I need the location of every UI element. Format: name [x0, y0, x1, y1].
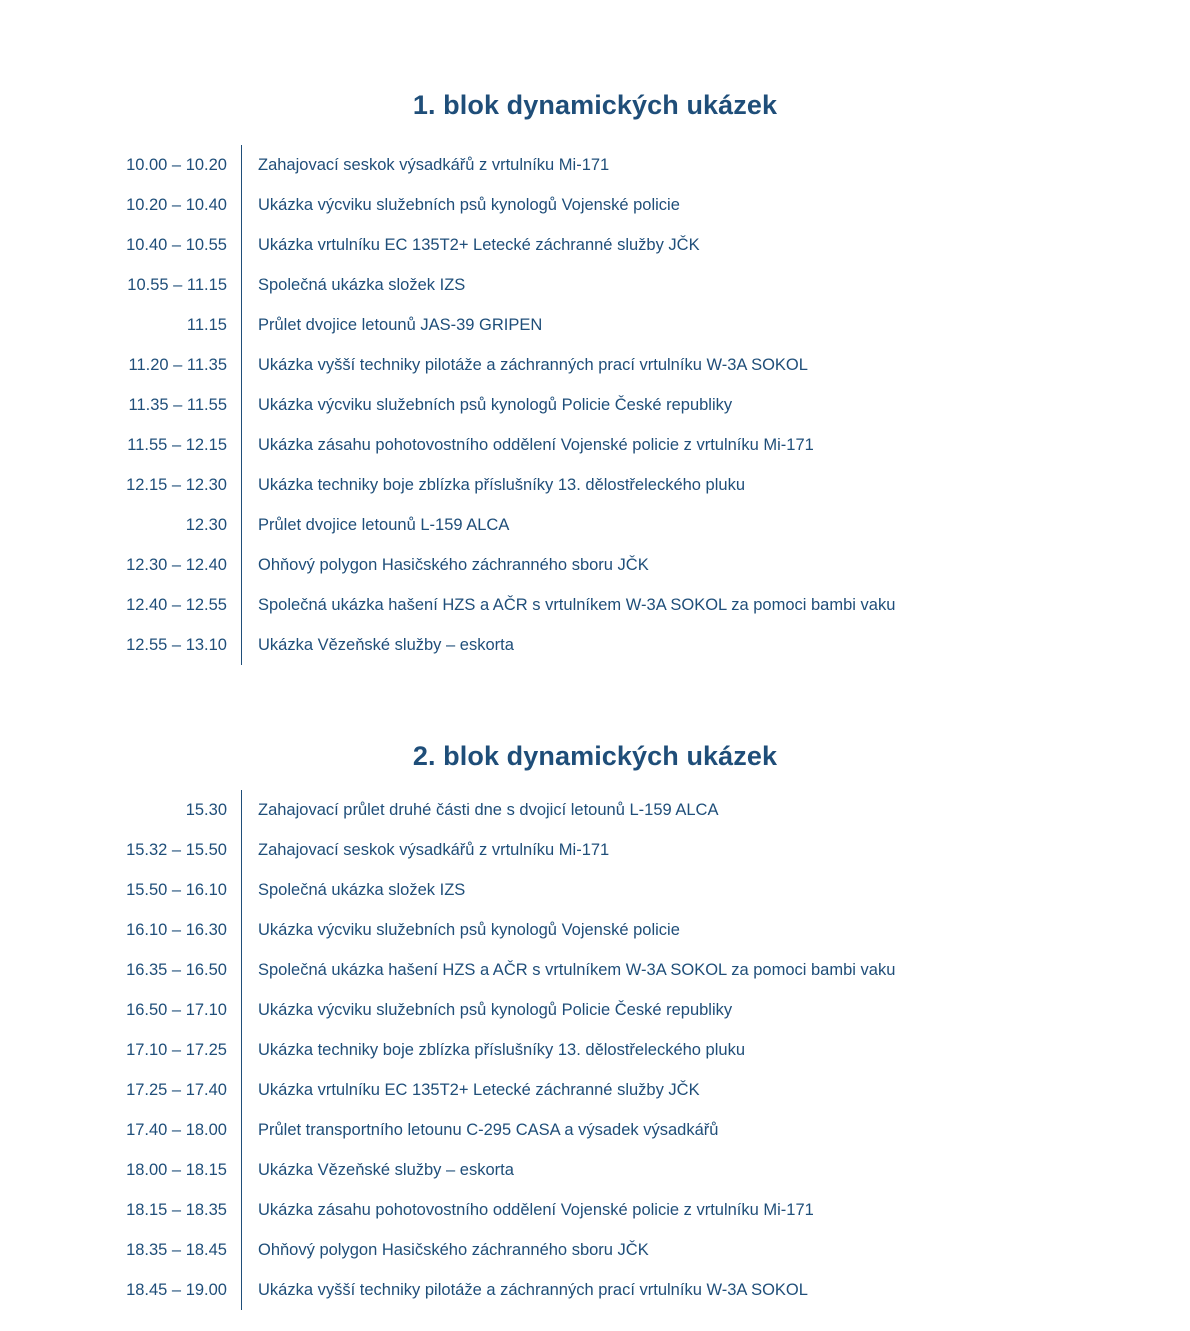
schedule-description: Ukázka zásahu pohotovostního oddělení Vojenské policie z vrtulníku Mi-171 — [258, 435, 814, 454]
schedule-description: Ukázka vyšší techniky pilotáže a záchranných prací vrtulníku W-3A SOKOL — [258, 355, 808, 374]
schedule-row — [75, 830, 1115, 870]
schedule-time: 16.10 – 16.30 — [75, 910, 242, 950]
schedule-row — [75, 1110, 1115, 1150]
schedule-time: 10.20 – 10.40 — [75, 185, 242, 225]
schedule-time: 12.30 — [75, 505, 242, 545]
schedule-time: 17.25 – 17.40 — [75, 1070, 242, 1110]
schedule-table-2-body — [75, 790, 1115, 1310]
schedule-row — [75, 910, 1115, 950]
schedule-block-2 — [0, 683, 1190, 1310]
schedule-row — [75, 1030, 1115, 1070]
schedule-time: 11.35 – 11.55 — [75, 385, 242, 425]
schedule-description: Průlet transportního letounu C-295 CASA a výsadek výsadkářů — [258, 1120, 719, 1139]
schedule-description: Společná ukázka složek IZS — [258, 275, 466, 294]
schedule-row — [75, 425, 1115, 465]
schedule-row — [75, 1190, 1115, 1230]
schedule-description: Ukázka výcviku služebních psů kynologů Vojenské policie — [258, 920, 680, 939]
schedule-time: 18.00 – 18.15 — [75, 1150, 242, 1190]
schedule-row — [75, 185, 1115, 225]
schedule-row — [75, 870, 1115, 910]
schedule-row — [75, 950, 1115, 990]
schedule-row — [75, 1070, 1115, 1110]
schedule-description: Ukázka zásahu pohotovostního oddělení Vojenské policie z vrtulníku Mi-171 — [258, 1200, 814, 1219]
schedule-row — [75, 265, 1115, 305]
schedule-time: 11.15 — [75, 305, 242, 345]
schedule-description: Ukázka techniky boje zblízka příslušníky 13. dělostřeleckého pluku — [258, 475, 745, 494]
schedule-description: Ohňový polygon Hasičského záchranného sboru JČK — [258, 1240, 649, 1259]
schedule-row — [75, 1270, 1115, 1310]
schedule-description: Průlet dvojice letounů JAS-39 GRIPEN — [258, 315, 543, 334]
schedule-description: Ohňový polygon Hasičského záchranného sboru JČK — [258, 555, 649, 574]
schedule-time: 16.50 – 17.10 — [75, 990, 242, 1030]
schedule-description: Zahajovací seskok výsadkářů z vrtulníku Mi-171 — [258, 155, 610, 174]
schedule-time: 10.55 – 11.15 — [75, 265, 242, 305]
schedule-description: Společná ukázka hašení HZS a AČR s vrtulníkem W-3A SOKOL za pomoci bambi vaku — [258, 595, 896, 614]
schedule-row — [75, 545, 1115, 585]
schedule-row — [75, 145, 1115, 185]
schedule-time: 15.30 — [75, 790, 242, 830]
schedule-row — [75, 345, 1115, 385]
schedule-row — [75, 305, 1115, 345]
schedule-description: Ukázka techniky boje zblízka příslušníky 13. dělostřeleckého pluku — [258, 1040, 745, 1059]
schedule-time: 12.40 – 12.55 — [75, 585, 242, 625]
schedule-description: Ukázka vyšší techniky pilotáže a záchranných prací vrtulníku W-3A SOKOL — [258, 1280, 808, 1299]
schedule-time: 15.32 – 15.50 — [75, 830, 242, 870]
block-2-title: 2. blok dynamických ukázek — [412, 741, 778, 772]
schedule-description: Ukázka výcviku služebních psů kynologů Policie České republiky — [258, 395, 733, 414]
schedule-time: 18.45 – 19.00 — [75, 1270, 242, 1310]
schedule-row — [75, 990, 1115, 1030]
schedule-time: 18.35 – 18.45 — [75, 1230, 242, 1270]
schedule-description: Společná ukázka složek IZS — [258, 880, 466, 899]
schedule-description: Ukázka vrtulníku EC 135T2+ Letecké záchranné služby JČK — [258, 1080, 700, 1099]
schedule-description: Ukázka Vězeňské služby – eskorta — [258, 635, 514, 654]
schedule-time: 17.40 – 18.00 — [75, 1110, 242, 1150]
schedule-row — [75, 465, 1115, 505]
schedule-row — [75, 585, 1115, 625]
schedule-time: 17.10 – 17.25 — [75, 1030, 242, 1070]
schedule-table-2 — [75, 790, 1115, 1310]
schedule-description: Ukázka vrtulníku EC 135T2+ Letecké záchranné služby JČK — [258, 235, 700, 254]
schedule-description: Ukázka výcviku služebních psů kynologů Vojenské policie — [258, 195, 680, 214]
schedule-time: 10.00 – 10.20 — [75, 145, 242, 185]
schedule-time: 12.55 – 13.10 — [75, 625, 242, 665]
schedule-description: Ukázka Vězeňské služby – eskorta — [258, 1160, 514, 1179]
schedule-time: 11.55 – 12.15 — [75, 425, 242, 465]
schedule-description: Zahajovací seskok výsadkářů z vrtulníku Mi-171 — [258, 840, 610, 859]
schedule-description: Společná ukázka hašení HZS a AČR s vrtulníkem W-3A SOKOL za pomoci bambi vaku — [258, 960, 896, 979]
schedule-row — [75, 505, 1115, 545]
schedule-time: 12.30 – 12.40 — [75, 545, 242, 585]
schedule-table-1 — [75, 145, 1115, 665]
schedule-row — [75, 790, 1115, 830]
schedule-table-1-body — [75, 145, 1115, 665]
schedule-time: 11.20 – 11.35 — [75, 345, 242, 385]
schedule-row — [75, 1150, 1115, 1190]
schedule-description: Ukázka výcviku služebních psů kynologů Policie České republiky — [258, 1000, 733, 1019]
schedule-row — [75, 625, 1115, 665]
schedule-row — [75, 385, 1115, 425]
schedule-description: Zahajovací průlet druhé části dne s dvojicí letounů L-159 ALCA — [258, 800, 719, 819]
program-page — [0, 18, 1190, 1331]
schedule-time: 12.15 – 12.30 — [75, 465, 242, 505]
schedule-time: 16.35 – 16.50 — [75, 950, 242, 990]
schedule-time: 18.15 – 18.35 — [75, 1190, 242, 1230]
schedule-time: 15.50 – 16.10 — [75, 870, 242, 910]
block-1-title: 1. blok dynamických ukázek — [412, 90, 778, 121]
schedule-time: 10.40 – 10.55 — [75, 225, 242, 265]
schedule-description: Průlet dvojice letounů L-159 ALCA — [258, 515, 510, 534]
schedule-block-1 — [0, 18, 1190, 665]
schedule-row — [75, 225, 1115, 265]
schedule-row — [75, 1230, 1115, 1270]
